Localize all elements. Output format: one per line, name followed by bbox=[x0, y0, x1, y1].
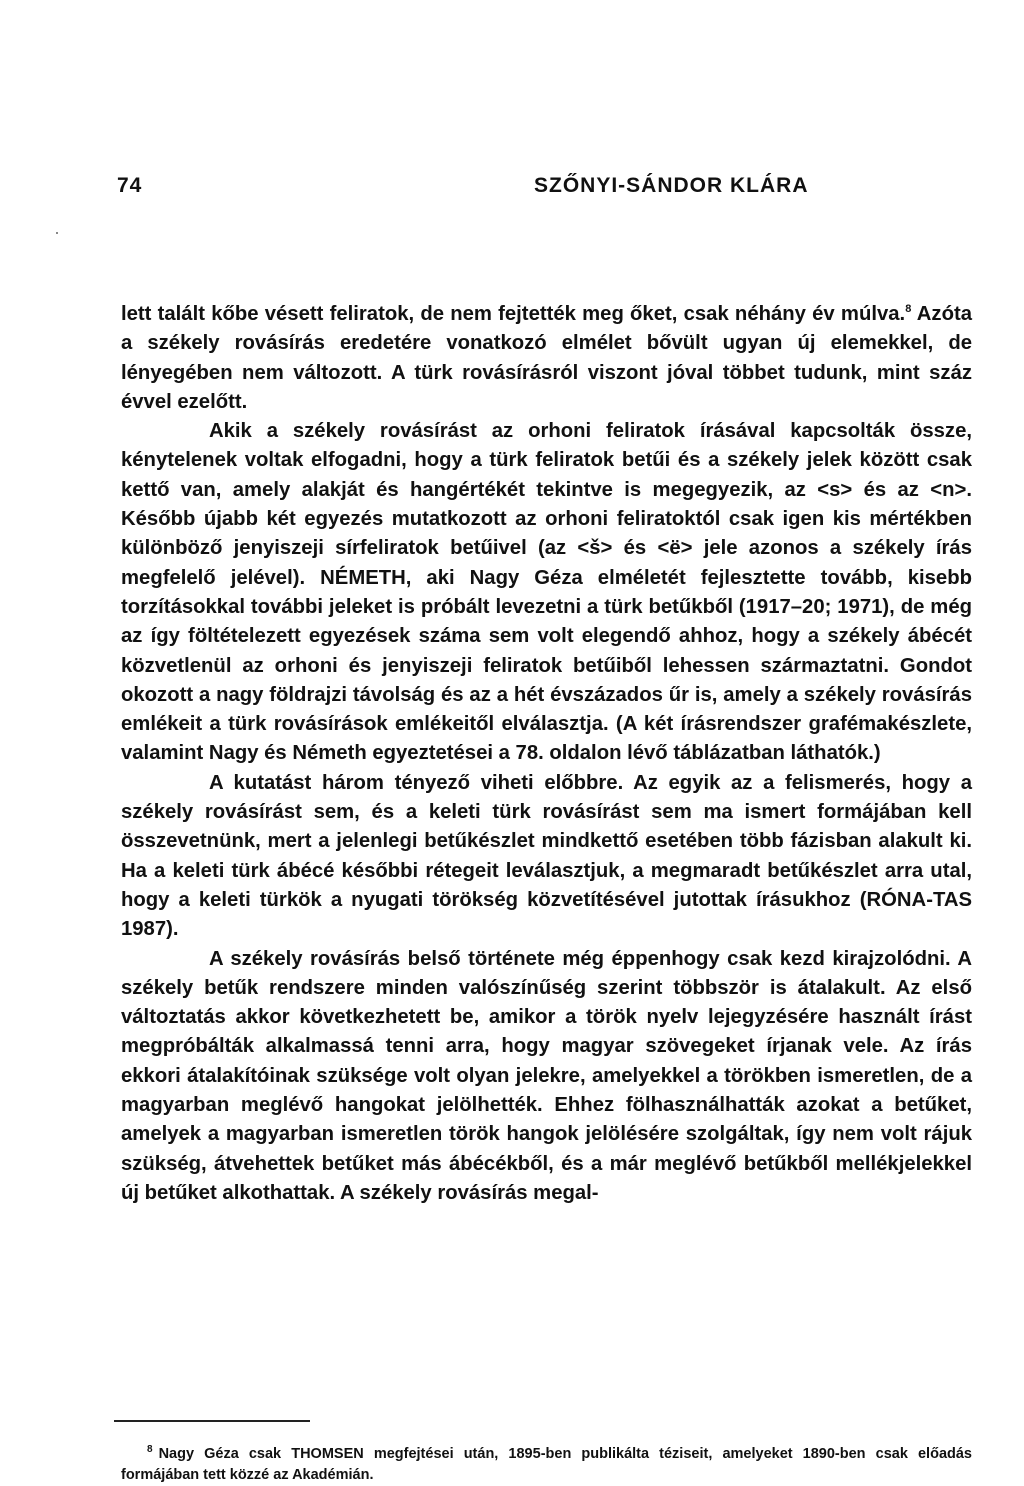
footnote-separator bbox=[114, 1420, 310, 1422]
paragraph-1-text-b: Azóta a székely rovásírás eredetére vonatkozó elmélet bővült ugyan új elemekkel, de lényegében nem változott. A türk rovásírásról viszont jóval többet tudunk, mint száz évvel ezelőtt. bbox=[121, 303, 972, 413]
footnote-mark: 8 bbox=[147, 1444, 153, 1456]
running-head-author: SZŐNYI-SÁNDOR KLÁRA bbox=[534, 174, 809, 197]
page-header bbox=[117, 174, 957, 208]
paragraph-1-text-a: lett talált kőbe vésett feliratok, de nem fejtették meg őket, csak néhány év múlva. bbox=[121, 303, 906, 325]
paragraph-3: A kutatást három tényező viheti előbbre. Az egyik az a felismerés, hogy a székely rovásírást sem, és a keleti türk rovásírást sem ma ismert formájában kell összevetnünk, mert a jelenlegi betűkészlet mindkettő esetében több fázisban alakult ki. Ha a keleti türk ábécé későbbi rétegeit leválasztjuk, a megmaradt betűkészlet arra utal, hogy a keleti türkök a nyugati törökség közvetítésével jutottak írásukhoz (RÓNA-TAS 1987). bbox=[121, 771, 972, 941]
page-number: 74 bbox=[117, 174, 143, 197]
scan-speck bbox=[56, 232, 58, 234]
paragraph-2: Akik a székely rovásírást az orhoni feliratok írásával kapcsolták össze, kénytelenek voltak elfogadni, hogy a türk feliratok betűi és a székely jelek között csak kettő van, amely alakját és hangértékét tekintve is megegyezik, az <s> és az <n>. Később újabb két egyezés mutatkozott az orhoni feliratoktól csak igen kis mértékben különböző jenyiszeji sírfeliratok betűivel (az <š> és <ë> jele azonos a székely írás megfelelő jelével). NÉMETH, aki Nagy Géza elméletét fejlesztette tovább, kisebb torzításokkal további jeleket is próbált levezetni a türk betűkből (1917–20; 1971), de még az így föltételezett egyezések száma sem volt elegendő ahhoz, hogy a székely ábécét közvetlenül az orhoni és jenyiszeji feliratok betűiből lehessen származtatni. Gondot okozott a nagy földrajzi távolság és az a hét évszázados űr is, amely a székely rovásírás emlékeit a türk rovásírások emlékeitől elválasztja. (A két írásrendszer grafémakészlete, valamint Nagy és Németh egyeztetései a 78. oldalon lévő táblázatban láthatók.) bbox=[121, 420, 972, 765]
paragraph-1 bbox=[121, 300, 972, 417]
footnote bbox=[121, 1444, 972, 1486]
paragraph-4: A székely rovásírás belső története még éppenhogy csak kezd kirajzolódni. A székely betűk rendszere minden valószínűség szerint többször is átalakult. Az első változtatás akkor következhetett be, amikor a török nyelv lejegyzésére használt írást megpróbálták alkalmassá tenni arra, hogy magyar szövegeket írjanak vele. Az írás ekkori átalakítóinak szüksége volt olyan jelekre, amelyekkel a törökben ismeretlen, de a magyarban meglévő hangokat jelölhették. Ehhez fölhasználhatták azokat a betűket, amelyek a magyarban ismeretlen török hangok jelölésére szolgáltak, így nem volt rájuk szükség, átvehettek betűket más ábécékből, és a már meglévő betűkből mellékjelekkel új betűket alkothattak. A székely rovásírás megal- bbox=[121, 947, 972, 1204]
main-text bbox=[121, 300, 972, 1208]
footnote-text: Nagy Géza csak THOMSEN megfejtései után, 1895-ben publikálta téziseit, amelyeket 1890-ben csak előadás formájában tett közzé az Akadémián. bbox=[121, 1446, 972, 1483]
footnote-reference: 8 bbox=[905, 303, 912, 316]
